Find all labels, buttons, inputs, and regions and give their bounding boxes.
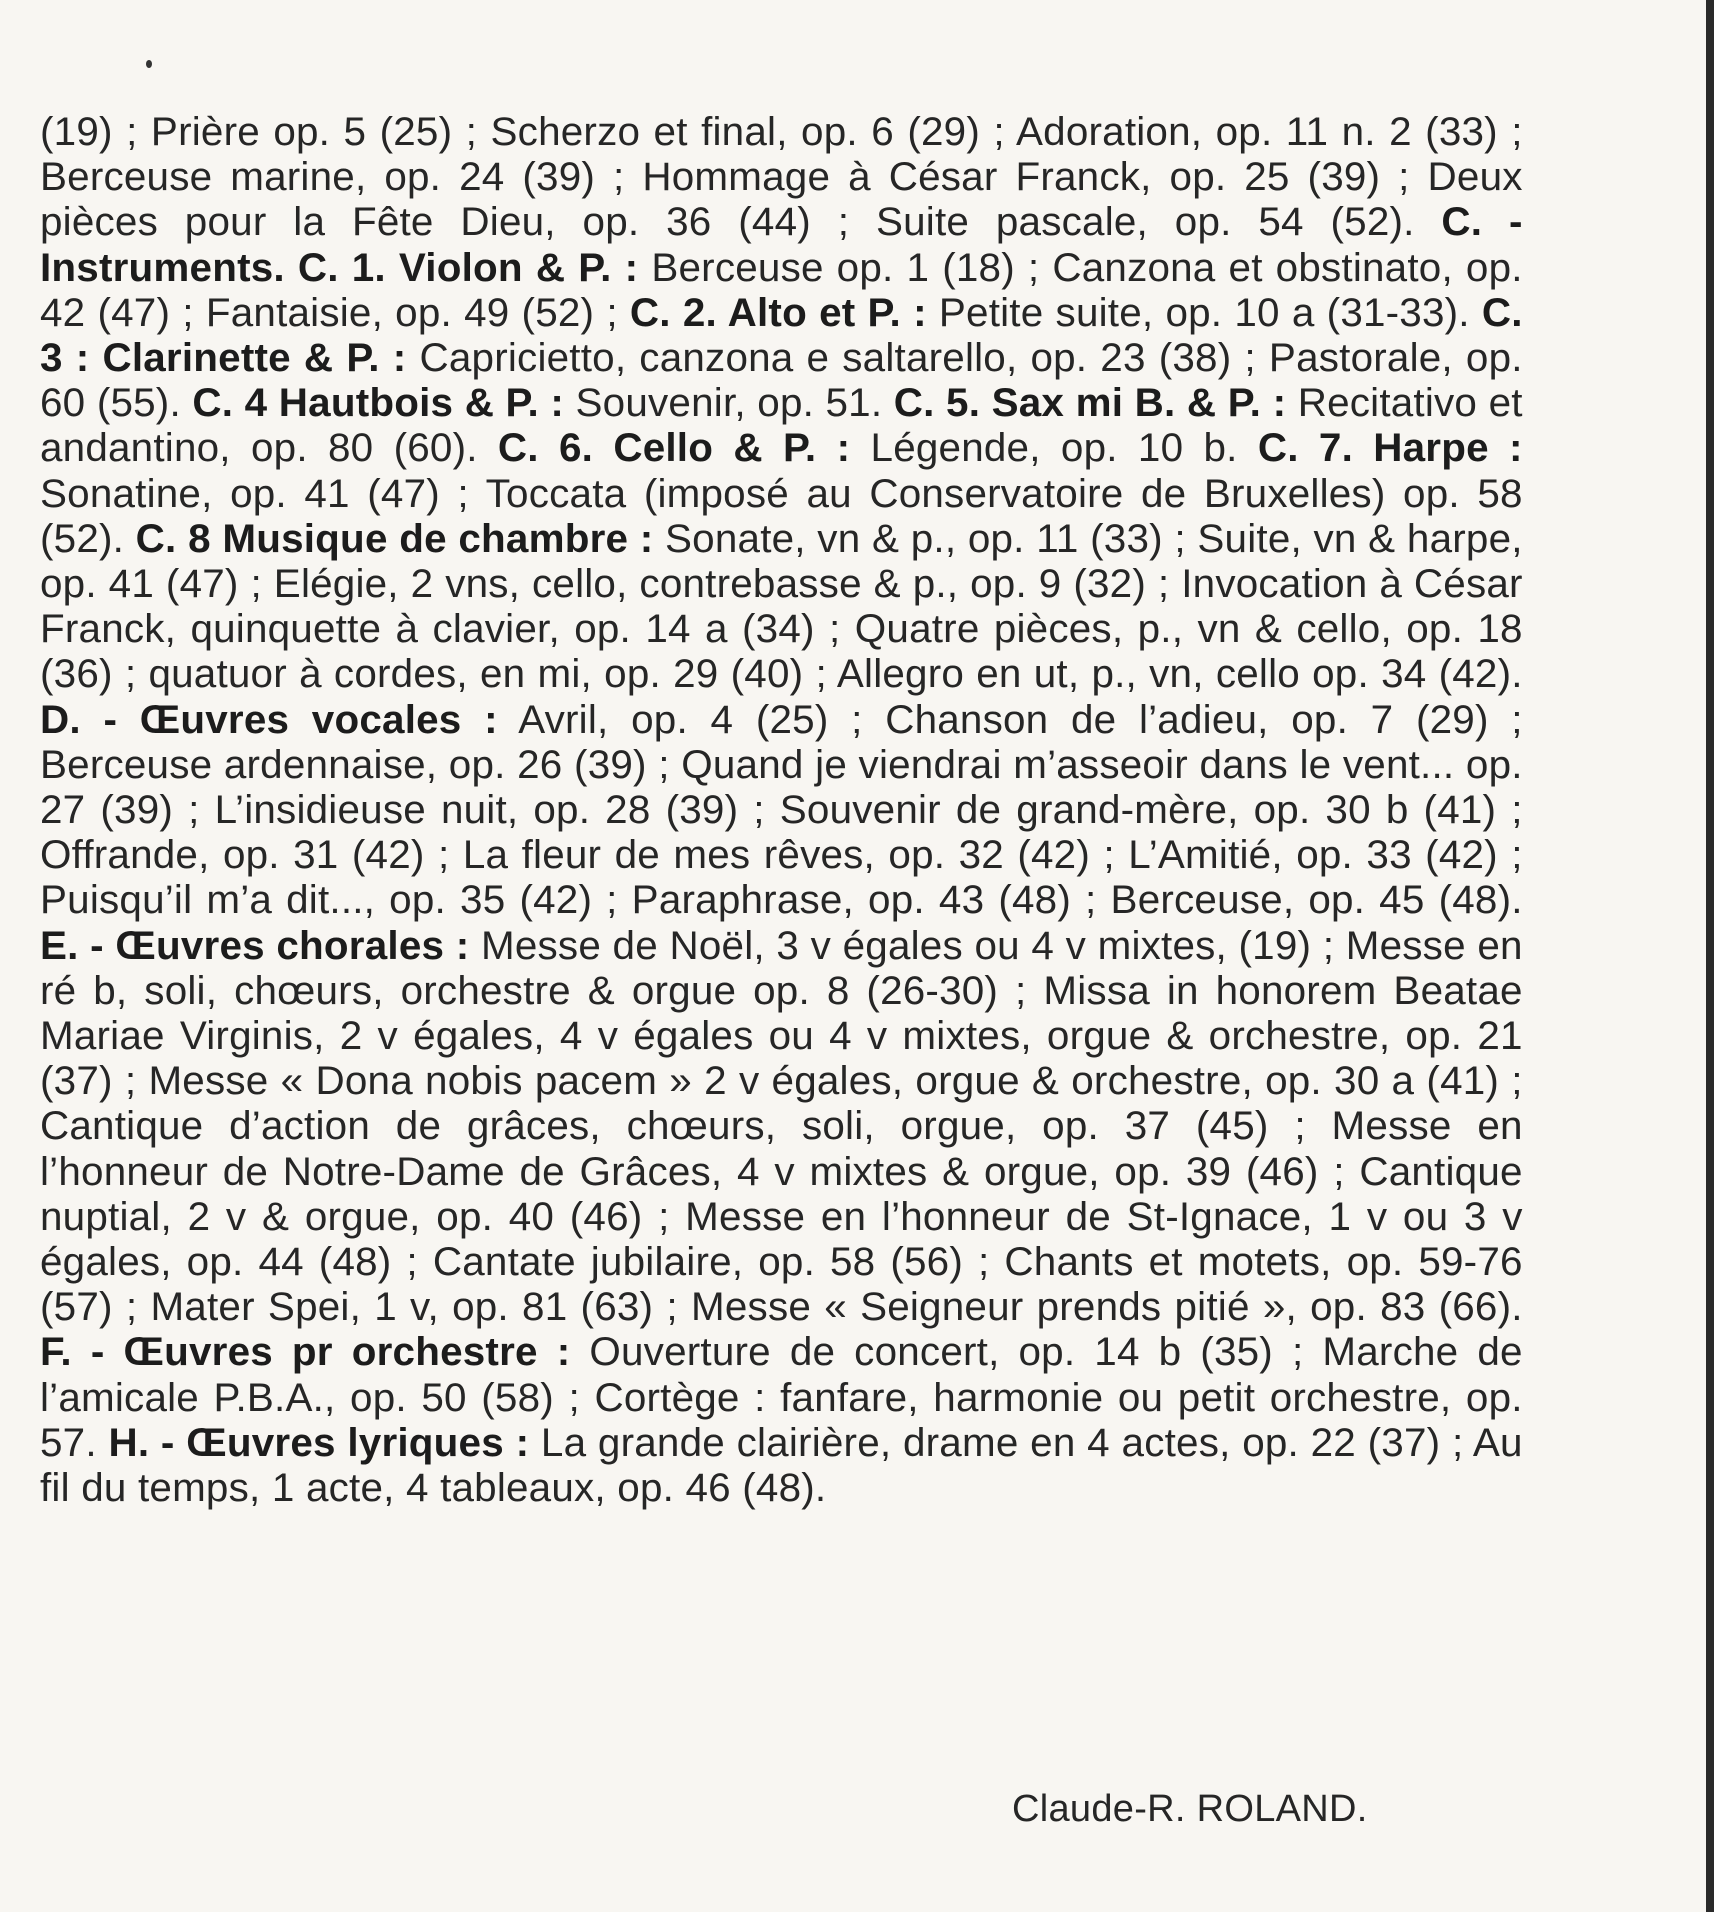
catalogue-entries: Sonatine, op. 41 (47) ; Toccata (imposé au Conservatoire de Bruxelles) op. 58 (52). <box>40 471 1523 561</box>
section-heading: H. - Œuvres lyriques : <box>108 1420 530 1465</box>
section-heading: C. 8 Musique de chambre : <box>135 516 654 561</box>
section-heading: E. - Œuvres chorales : <box>40 923 470 968</box>
catalogue-entries: Petite suite, op. 10 a (31-33). <box>926 290 1482 335</box>
catalogue-entries: Messe de Noël, 3 v égales ou 4 v mixtes, (19) ; Messe en ré b, soli, chœurs, orchestre & orgue op. 8 (26-30) ; Missa in honorem Beatae Mariae Virginis, 2 v égales, 4 v égales ou 4 v mixtes, orgue & orchestre, op. 21 (37) ; Messe « Dona nobis pacem » 2 v égales, orgue & orchestre, op. 30 a (41) ; Cantique d’action de grâces, chœurs, soli, orgue, op. 37 (45) ; Messe en l’honneur de Notre-Dame de Grâces, 4 v mixtes & orgue, op. 39 (46) ; Cantique nuptial, 2 v & orgue, op. 40 (46) ; Messe en l’honneur de St-Ignace, 1 v ou 3 v égales, op. 44 (48) ; Cantate jubilaire, op. 58 (56) ; Chants et motets, op. 59-76 (57) ; Mater Spei, 1 v, op. 81 (63) ; Messe « Seigneur prends pitié », op. 83 (66). <box>40 923 1523 1330</box>
catalogue-entries: Souvenir, op. 51. <box>564 381 894 426</box>
catalogue-entries: Sonate, vn & p., op. 11 (33) ; Suite, vn & harpe, op. 41 (47) ; Elégie, 2 vns, cello, contrebasse & p., op. 9 (32) ; Invocation à César Franck, quinquette à clavier, op. 14 a (34) ; Quatre pièces, p., vn & cello, op. 18 (36) ; quatuor à cordes, en mi, op. 29 (40) ; Allegro en ut, p., vn, cello op. 34 (42). <box>40 516 1523 697</box>
section-heading: F. - Œuvres pr orchestre : <box>40 1330 571 1375</box>
scan-edge <box>1706 0 1714 1912</box>
section-heading: D. - Œuvres vocales : <box>40 697 498 742</box>
catalogue-entries: Ouverture de concert, op. 14 b (35) ; Marche de l’amicale P.B.A., op. 50 (58) ; Cortège : fanfare, harmonie ou petit orchestre, op. 57. <box>40 1330 1523 1465</box>
catalogue-entries: Recitativo et andantino, op. 80 (60). <box>40 381 1523 471</box>
catalogue-entries: La grande clairière, drame en 4 actes, op. 22 (37) ; Au fil du temps, 1 acte, 4 tableaux, op. 46 (48). <box>40 1420 1523 1511</box>
catalogue-text <box>40 110 1523 1511</box>
catalogue-entries: (19) ; Prière op. 5 (25) ; Scherzo et final, op. 6 (29) ; Adoration, op. 11 n. 2 (33) ; Berceuse marine, op. 24 (39) ; Hommage à César Franck, op. 25 (39) ; Deux pièces pour la Fête Dieu, op. 36 (44) ; Suite pascale, op. 54 (52). <box>40 110 1523 245</box>
catalogue-entries: Capricietto, canzona e saltarello, op. 23 (38) ; Pastorale, op. 60 (55). <box>40 336 1523 426</box>
ink-dot <box>146 60 152 68</box>
section-heading: C. 2. Alto et P. : <box>629 290 927 335</box>
section-heading: C. - Instruments. C. 1. Violon & P. : <box>40 200 1523 290</box>
section-heading: C. 5. Sax mi B. & P. : <box>893 381 1287 426</box>
author-signature: Claude-R. ROLAND. <box>1012 1788 1368 1830</box>
section-heading: C. 7. Harpe : <box>1257 426 1523 471</box>
catalogue-entries: Avril, op. 4 (25) ; Chanson de l’adieu, op. 7 (29) ; Berceuse ardennaise, op. 26 (39) ; Quand je viendrai m’asseoir dans le vent... op. 27 (39) ; L’insidieuse nuit, op. 28 (39) ; Souvenir de grand-mère, op. 30 b (41) ; Offrande, op. 31 (42) ; La fleur de mes rêves, op. 32 (42) ; L’Amitié, op. 33 (42) ; Puisqu’il m’a dit..., op. 35 (42) ; Paraphrase, op. 43 (48) ; Berceuse, op. 45 (48). <box>40 697 1523 923</box>
section-heading: C. 6. Cello & P. : <box>497 426 851 471</box>
section-heading: C. 3 : Clarinette & P. : <box>40 290 1523 381</box>
section-heading: C. 4 Hautbois & P. : <box>192 381 565 426</box>
catalogue-entries: Berceuse op. 1 (18) ; Canzona et obstinato, op. 42 (47) ; Fantaisie, op. 49 (52) ; <box>40 245 1523 335</box>
catalogue-entries: Légende, op. 10 b. <box>850 426 1258 471</box>
